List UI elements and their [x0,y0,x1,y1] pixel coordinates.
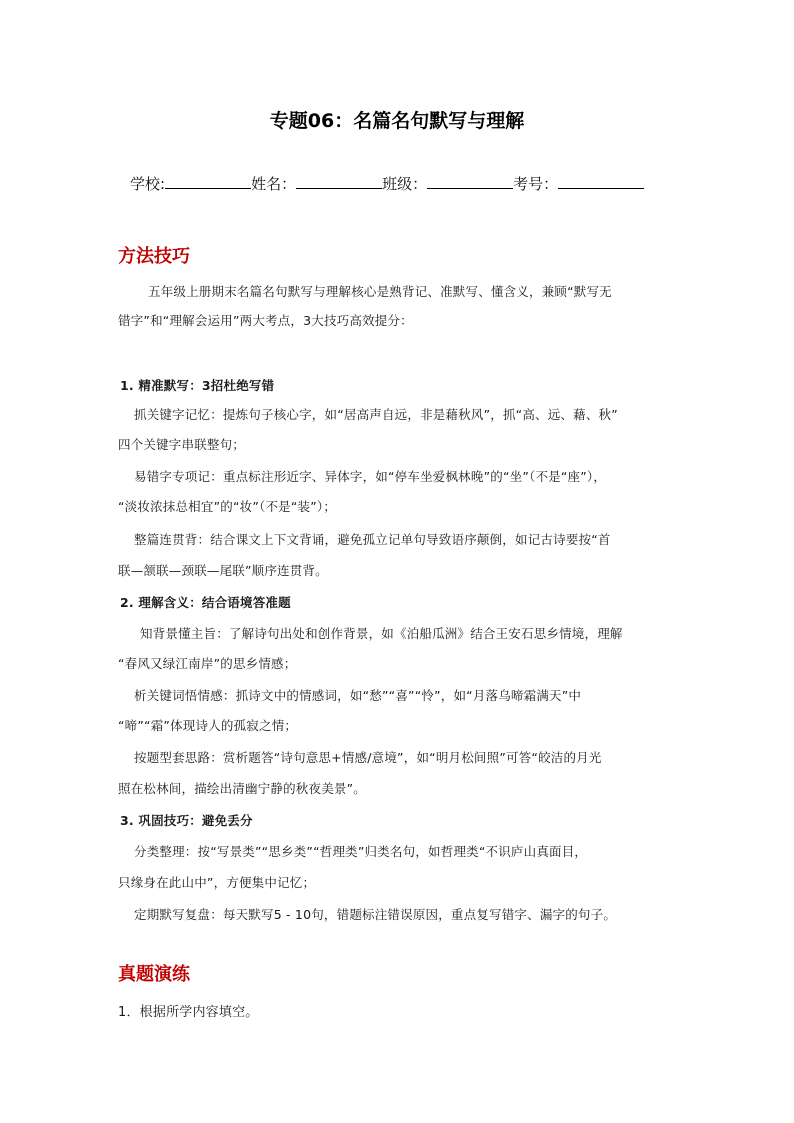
class-blank[interactable] [427,174,513,189]
point-3a-line-1: 分类整理：按“写景类”“思乡类”“哲理类”归类名句，如哲理类“不识庐山真面目， [134,844,588,859]
name-blank[interactable] [296,174,382,189]
point-1a-line-2: 四个关键字串联整句； [118,437,246,452]
point-1a-line-1: 抓关键字记忆：提炼句子核心字，如“居高声自远，非是藉秋风”，抓“高、远、藉、秋” [134,407,618,422]
point-3-title: 3. 巩固技巧：避免丢分 [120,813,253,828]
point-2c-line-1: 按题型套思路：赏析题答“诗句意思+情感/意境”，如“明月松间照”可答“皎洁的月光 [134,750,602,765]
number-blank[interactable] [558,174,644,189]
point-3b-line-1: 定期默写复盘：每天默写5 - 10句，错题标注错误原因，重点复写错字、漏字的句子。 [134,907,617,922]
intro-line-2: 错字”和“理解会运用”两大考点，3大技巧高效提分： [118,313,413,328]
point-2b-line-1: 析关键词悟情感：抓诗文中的情感词，如“愁”“喜”“怜”，如“月落乌啼霜满天”中 [134,688,582,703]
question-1: 1．根据所学内容填空。 [118,1005,259,1020]
page-title: 专题06：名篇名句默写与理解 [269,110,525,132]
point-1b-line-2: “淡妆浓抹总相宜”的“妆”（不是“装”）； [118,499,337,514]
school-label: 学校: [130,175,166,193]
point-2a-line-2: “春风又绿江南岸”的思乡情感； [118,656,297,671]
point-2a-line-1: 知背景懂主旨：了解诗句出处和创作背景，如《泊船瓜洲》结合王安石思乡情境，理解 [140,626,623,641]
point-1c-line-1: 整篇连贯背：结合课文上下文背诵，避免孤立记单句导致语序颠倒，如记古诗要按“首 [134,532,611,547]
point-1c-line-2: 联—颔联—颈联—尾联”顺序连贯背。 [118,563,328,578]
number-label: 考号： [513,175,559,193]
point-2c-line-2: 照在松林间，描绘出清幽宁静的秋夜美景”。 [118,781,366,796]
name-label: 姓名： [251,175,297,193]
point-1-title: 1. 精准默写：3招杜绝写错 [120,378,275,393]
methods-heading: 方法技巧 [118,246,190,267]
point-2-title: 2. 理解含义：结合语境答准题 [120,595,291,610]
class-label: 班级： [382,175,428,193]
student-info-row [130,173,644,194]
point-1b-line-1: 易错字专项记：重点标注形近字、异体字，如“停车坐爱枫林晚”的“坐”（不是“座”）， [134,469,607,484]
school-blank[interactable] [165,174,251,189]
practice-heading: 真题演练 [118,964,190,985]
intro-line-1: 五年级上册期末名篇名句默写与理解核心是熟背记、准默写、懂含义，兼顾“默写无 [148,284,612,299]
point-3a-line-2: 只缘身在此山中”，方便集中记忆； [118,875,316,890]
point-2b-line-2: “啼”“霜”体现诗人的孤寂之情； [118,718,298,733]
